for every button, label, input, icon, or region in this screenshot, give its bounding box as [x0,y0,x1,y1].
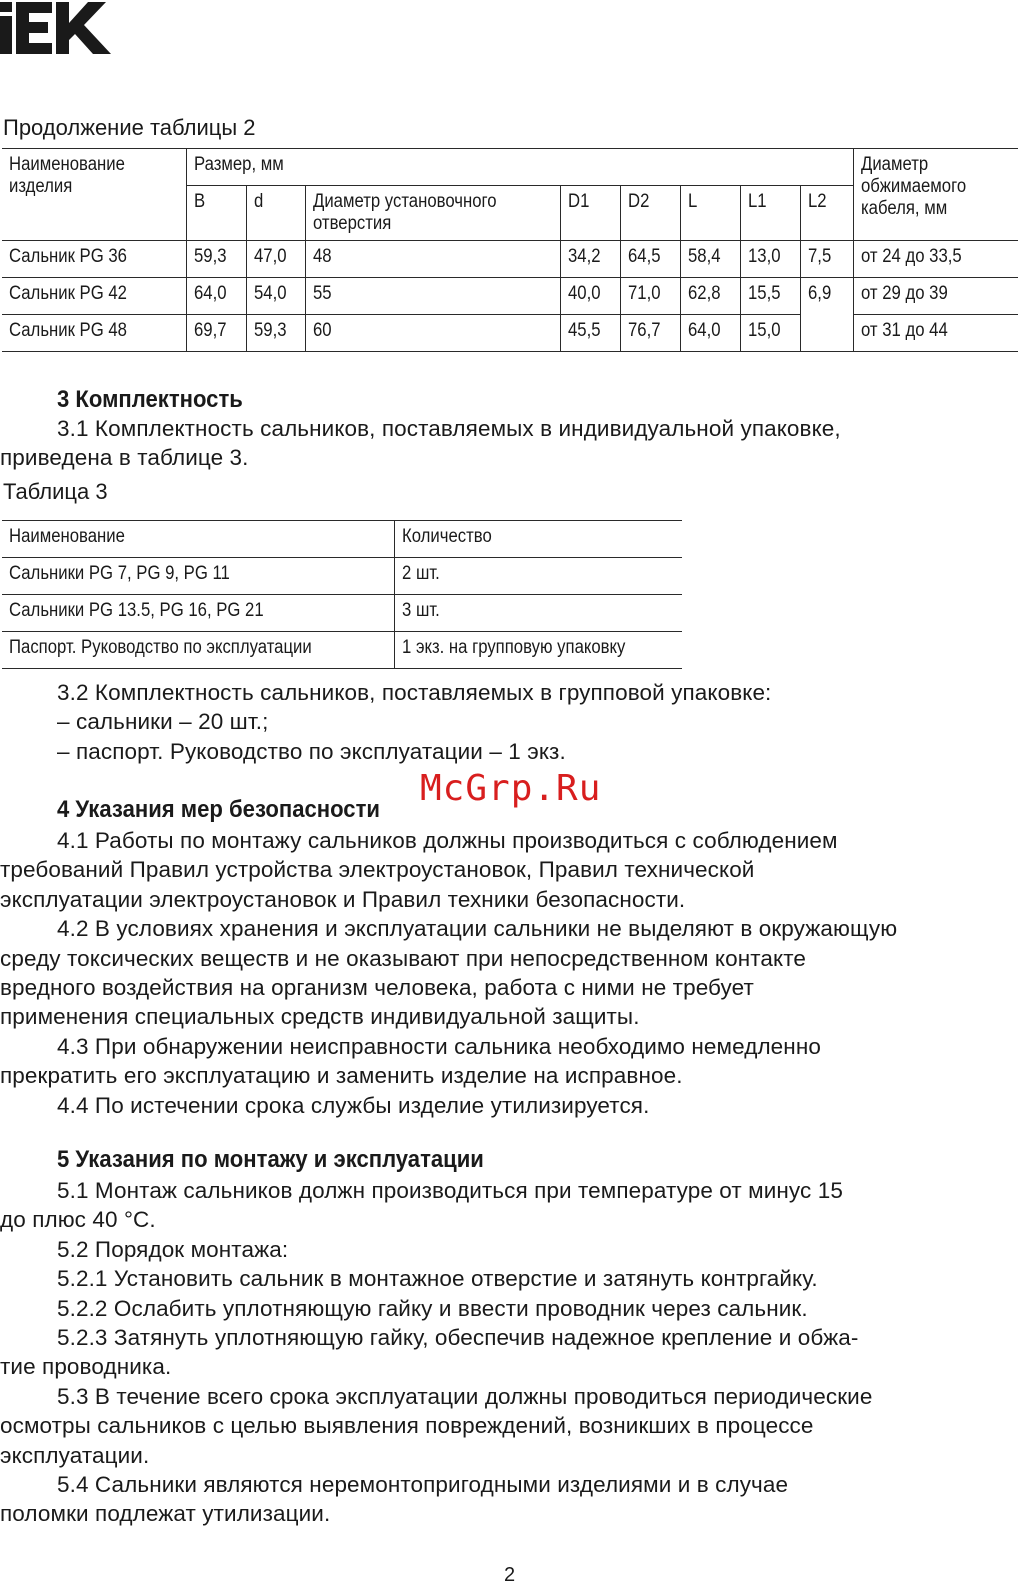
table-header-row [2,149,1018,186]
section4-heading: 4 Указания мер безопасности [57,796,380,823]
paragraph-3-2: 3.2 Комплектность сальников, поставляемых в групповой упаковке: – сальники – 20 шт.; – паспорт. Руководство по эксплуатации – 1 экз. [0,678,1030,766]
table-3 [2,520,682,669]
table-2 [2,148,1018,352]
header-hole: Диаметр установочного отверстия [306,186,561,241]
section3-heading: 3 Комплектность [57,386,243,413]
section4-body: 4.1 Работы по монтажу сальников должны производиться с соблюдением требований Правил устройства электроустановок, Правил технической эксплуатации электроустановок и Правил техники безопасности. 4.2 В условиях хранения и эксплуатации сальники не выделяют в окружающую среду токсических веществ и не оказывают при непосредственном контакте вредного воздействия на организм человека, работа с ними не требует применения специальных средств индивидуальной защиты. 4.3 При обнаружении неисправности сальника необходимо немедленно прекратить его эксплуатацию и заменить изделие на исправное. 4.4 По истечении срока службы изделие утилизируется. [0,828,898,1118]
section5-heading: 5 Указания по монтажу и эксплуатации [57,1146,484,1173]
table2-caption: Продолжение таблицы 2 [3,115,256,140]
header-L1: L1 [741,186,801,241]
page-number: 2 [504,1564,516,1586]
table-row: Сальники PG 13.5, PG 16, PG 21 3 шт. [2,595,682,632]
section5-body: 5.1 Монтаж сальников должн производиться при температуре от минус 15 до плюс 40 °С. 5.2 Порядок монтажа: 5.2.1 Установить сальник в монтажное отверстие и затянуть контргайку. 5.2.2 Ослабить уплотняющую гайку и ввести проводник через сальник. 5.2.3 Затянуть уплотняющую гайку, обеспечив надежное крепление и обжа- тие проводника. 5.3 В течение всего срока эксплуатации должны проводиться периодические осмотры сальников с целью выявления повреждений, возникших в процессе эксплуатации. 5.4 Сальники являются неремонтопригодными изделиями и в случае поломки подлежат утилизации. [0,1178,873,1527]
iek-logo-icon [0,2,112,54]
header-name: Наименование [2,521,394,558]
header-cable: Диаметр обжимаемого кабеля, мм [853,149,1018,241]
table-row: Сальник PG 36 59,3 47,0 48 34,2 64,5 58,4 13,0 7,5 от 24 до 33,5 [2,241,1018,278]
list-item: – паспорт. Руководство по эксплуатации – 1 экз. [57,738,566,764]
header-size: Размер, мм [187,149,854,186]
header-B: B [187,186,247,241]
header-D2: D2 [621,186,681,241]
list-item: – сальники – 20 шт.; [57,709,269,735]
header-name: Наименование изделия [2,149,187,241]
table-row: Паспорт. Руководство по эксплуатации 1 экз. на групповую упаковку [2,632,682,669]
header-L: L [681,186,741,241]
table-row: Сальники PG 7, PG 9, PG 11 2 шт. [2,558,682,595]
table-header-row [2,521,682,558]
paragraph-3-1: 3.1 Комплектность сальников, поставляемых в индивидуальной упаковке, приведена в таблице 3. [0,416,841,471]
watermark: McGrp.Ru [420,768,602,809]
header-d: d [246,186,305,241]
iek-logo [0,2,112,59]
header-L2: L2 [801,186,854,241]
header-qty: Количество [394,521,682,558]
header-D1: D1 [561,186,621,241]
table-row: Сальник PG 42 64,0 54,0 55 40,0 71,0 62,8 15,5 6,9 от 29 до 39 [2,278,1018,315]
table3-caption: Таблица 3 [3,479,108,504]
table-row: Сальник PG 48 69,7 59,3 60 45,5 76,7 64,0 15,0 от 31 до 44 [2,315,1018,352]
